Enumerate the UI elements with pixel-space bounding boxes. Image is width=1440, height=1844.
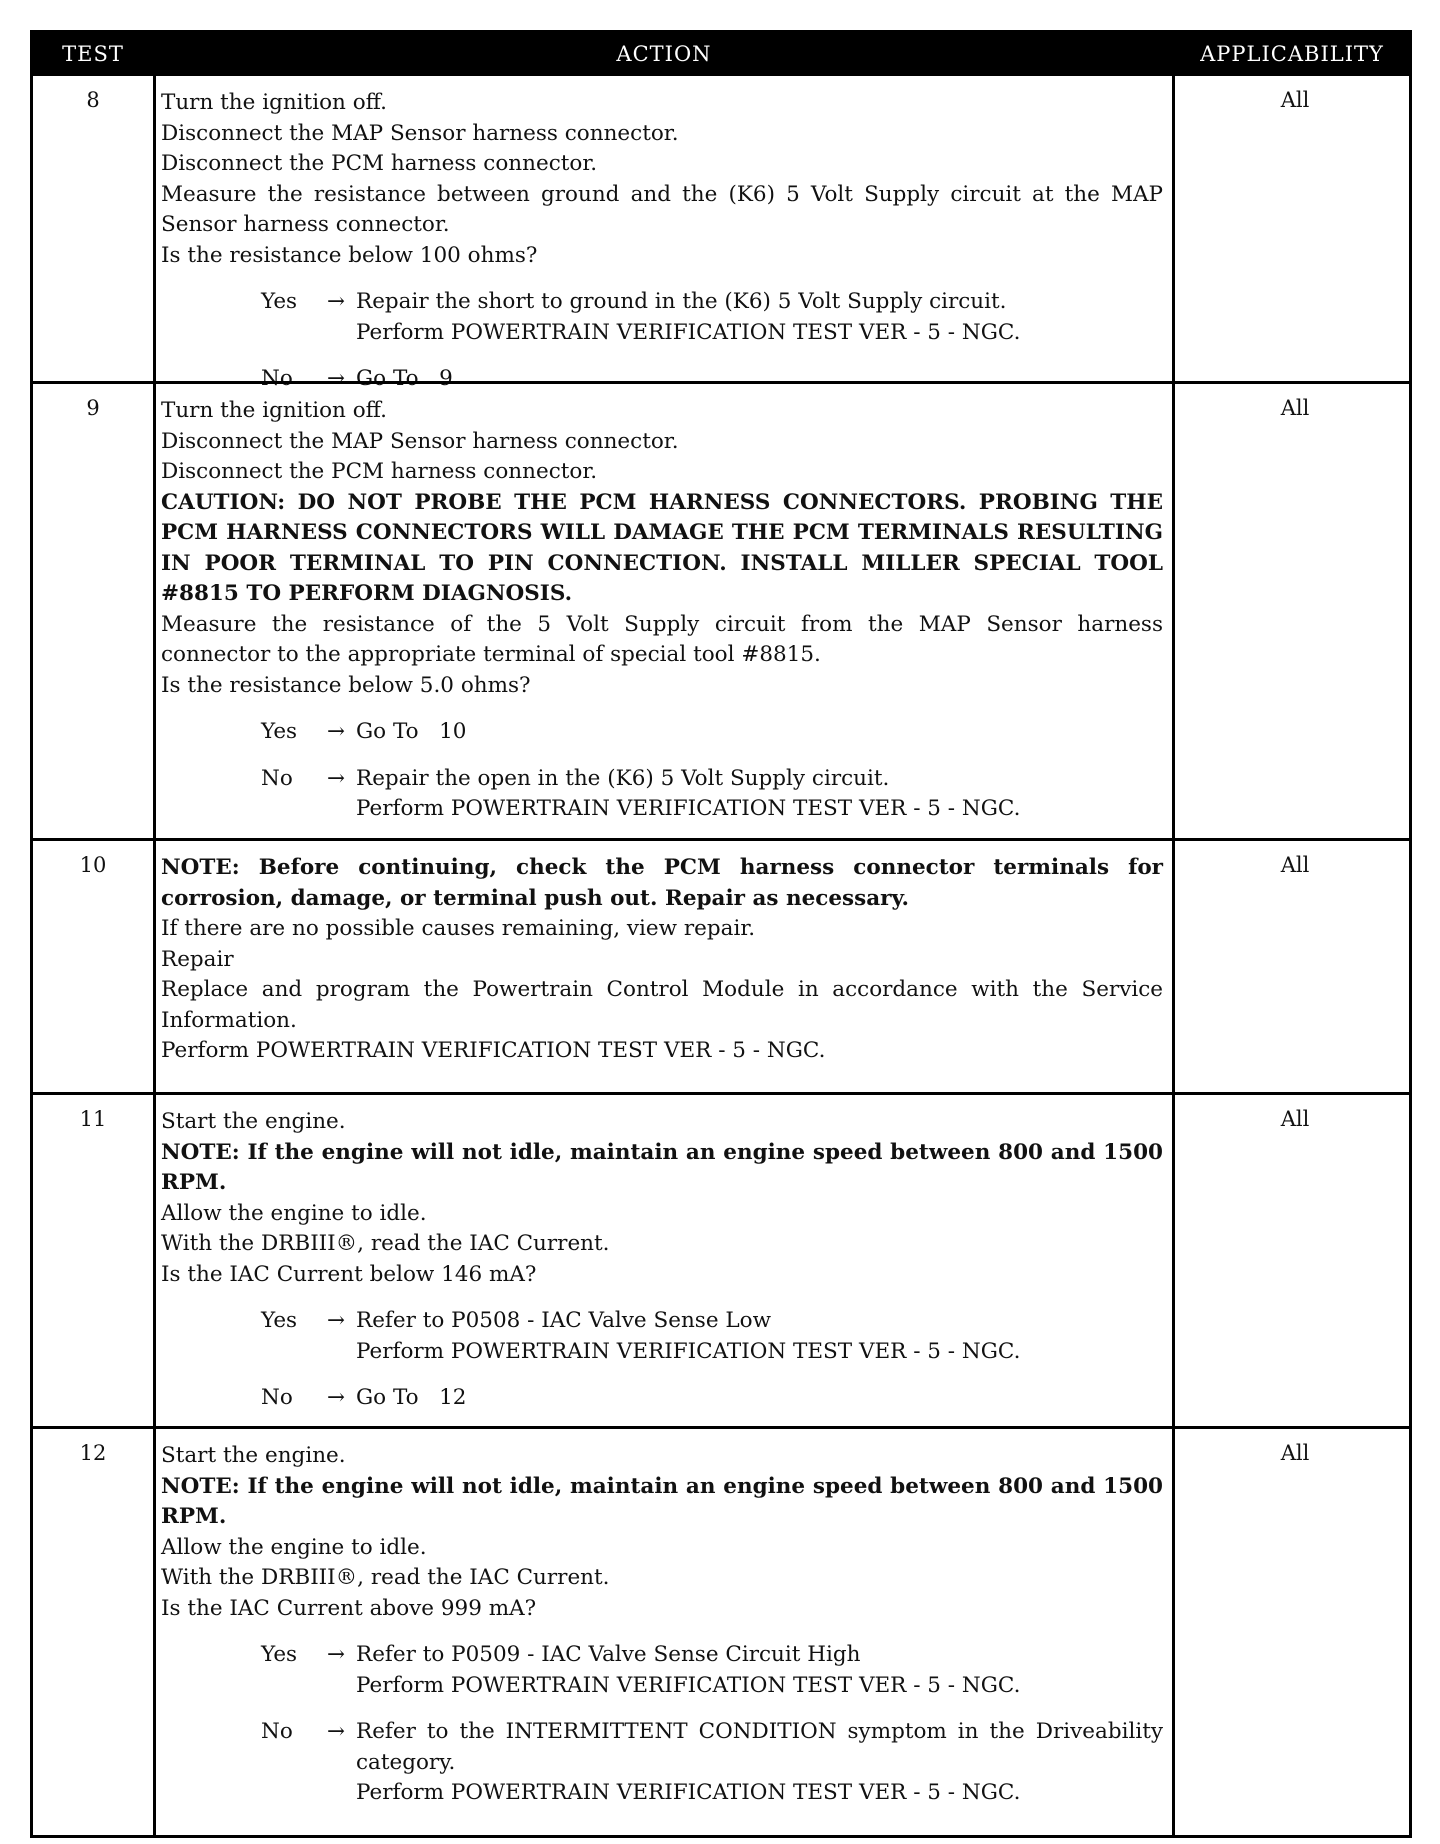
action-line: Is the IAC Current above 999 mA?	[161, 1595, 537, 1621]
applicability-value: All	[1280, 88, 1310, 112]
no-branch	[261, 1717, 1163, 1809]
action-line: Turn the ignition off.	[161, 398, 387, 423]
test-number: 12	[79, 1441, 107, 1465]
yes-line: Refer to P0509 - IAC Valve Sense Circuit High	[356, 1642, 861, 1667]
action-cell	[161, 396, 1163, 825]
header-applicability: APPLICABILITY	[1200, 42, 1384, 66]
action-cell	[161, 1107, 1163, 1414]
table-row-test-12	[33, 1426, 1409, 1835]
action-cell	[161, 853, 1163, 1067]
arrow-icon: →	[326, 1308, 345, 1333]
no-label: No	[261, 1385, 293, 1410]
test-number: 8	[86, 88, 100, 112]
no-line: Perform POWERTRAIN VERIFICATION TEST VER - 5 - NGC.	[356, 1780, 1021, 1805]
action-line: Allow the engine to idle.	[161, 1534, 427, 1560]
action-line: Is the resistance below 100 ohms?	[161, 242, 538, 268]
note-text: NOTE: If the engine will not idle, maintain an engine speed between 800 and 1500 RPM.	[161, 1139, 1163, 1195]
applicability-value: All	[1280, 396, 1310, 420]
yes-line: Repair the short to ground in the (K6) 5 Volt Supply circuit.	[356, 289, 1007, 314]
yes-line: Perform POWERTRAIN VERIFICATION TEST VER - 5 - NGC.	[356, 1338, 1021, 1364]
yes-label: Yes	[261, 719, 298, 744]
action-line: Measure the resistance between ground and the (K6) 5 Volt Supply circuit at the MAP Sensor harness connector.	[161, 181, 1163, 237]
action-line: Disconnect the MAP Sensor harness connector.	[161, 428, 679, 454]
yes-line: Perform POWERTRAIN VERIFICATION TEST VER - 5 - NGC.	[356, 1672, 1021, 1698]
no-label: No	[261, 765, 293, 791]
caution-text: CAUTION: DO NOT PROBE THE PCM HARNESS CONNECTORS. PROBING THE PCM HARNESS CONNECTORS WILL DAMAGE THE PCM TERMINALS RESULTING IN POOR TERMINAL TO PIN CONNECTION. INSTALL MILLER SPECIAL TOOL #8815 TO PERFORM DIAGNOSIS.	[161, 489, 1163, 606]
repair-label: Repair	[161, 946, 234, 972]
action-line: Measure the resistance of the 5 Volt Supply circuit from the MAP Sensor harness connector to the appropriate terminal of special tool #8815.	[161, 611, 1163, 667]
action-line: Disconnect the PCM harness connector.	[161, 151, 598, 176]
yes-label: Yes	[261, 1308, 298, 1333]
header-action: ACTION	[616, 42, 712, 66]
header-test: TEST	[62, 42, 124, 66]
yes-branch	[261, 1306, 1163, 1367]
table-row-test-8	[33, 73, 1409, 391]
action-line: Start the engine.	[161, 1109, 346, 1134]
action-line: Allow the engine to idle.	[161, 1200, 427, 1226]
yes-line: Refer to P0508 - IAC Valve Sense Low	[356, 1308, 772, 1333]
table-row-test-11	[33, 1092, 1409, 1426]
applicability-value: All	[1280, 1441, 1310, 1465]
action-line: With the DRBIII®, read the IAC Current.	[161, 1565, 610, 1590]
applicability-value: All	[1280, 1107, 1310, 1131]
action-cell	[161, 1441, 1163, 1809]
table-row-test-9	[33, 381, 1409, 838]
applicability-value: All	[1280, 853, 1310, 877]
action-line: Disconnect the PCM harness connector.	[161, 459, 598, 484]
action-line: With the DRBIII®, read the IAC Current.	[161, 1231, 610, 1256]
yes-label: Yes	[261, 289, 298, 314]
repair-line: Replace and program the Powertrain Control Module in accordance with the Service Information.	[161, 977, 1163, 1033]
no-line: Repair the open in the (K6) 5 Volt Supply circuit.	[356, 765, 890, 791]
note-text: NOTE: Before continuing, check the PCM harness connector terminals for corrosion, damage, or terminal push out. Repair as necessary.	[161, 855, 1163, 911]
no-branch	[261, 764, 1163, 825]
arrow-icon: →	[326, 366, 345, 391]
action-line: If there are no possible causes remaining, view repair.	[161, 916, 756, 941]
note-text: NOTE: If the engine will not idle, maintain an engine speed between 800 and 1500 RPM.	[161, 1473, 1163, 1529]
arrow-icon: →	[326, 289, 345, 314]
yes-branch	[261, 287, 1163, 348]
action-line: Disconnect the MAP Sensor harness connector.	[161, 120, 679, 146]
test-number: 11	[79, 1107, 107, 1131]
yes-line: Go To 10	[356, 719, 467, 744]
no-label: No	[261, 366, 293, 391]
action-line: Turn the ignition off.	[161, 90, 387, 115]
repair-line: Perform POWERTRAIN VERIFICATION TEST VER - 5 - NGC.	[161, 1038, 826, 1063]
action-line: Is the IAC Current below 146 mA?	[161, 1261, 537, 1287]
action-line: Start the engine.	[161, 1443, 346, 1468]
no-line: Refer to the INTERMITTENT CONDITION symptom in the Driveability category.	[356, 1719, 1163, 1775]
table-header	[33, 33, 1409, 73]
no-line: Perform POWERTRAIN VERIFICATION TEST VER - 5 - NGC.	[356, 796, 1021, 821]
test-number: 10	[79, 853, 107, 877]
diagnostic-table	[30, 30, 1412, 1838]
yes-branch	[261, 1640, 1163, 1701]
arrow-icon: →	[326, 1719, 345, 1744]
test-number: 9	[86, 396, 100, 420]
yes-branch	[261, 717, 1163, 748]
arrow-icon: →	[326, 1642, 345, 1667]
arrow-icon: →	[326, 765, 345, 791]
no-line: Go To 9	[356, 366, 453, 391]
action-cell	[161, 88, 1163, 395]
no-label: No	[261, 1719, 293, 1744]
action-line: Is the resistance below 5.0 ohms?	[161, 672, 531, 698]
no-line: Go To 12	[356, 1385, 467, 1410]
yes-label: Yes	[261, 1642, 298, 1667]
arrow-icon: →	[326, 719, 345, 744]
no-branch	[261, 1383, 1163, 1414]
arrow-icon: →	[326, 1385, 345, 1410]
yes-line: Perform POWERTRAIN VERIFICATION TEST VER - 5 - NGC.	[356, 319, 1021, 345]
table-row-test-10	[33, 838, 1409, 1092]
